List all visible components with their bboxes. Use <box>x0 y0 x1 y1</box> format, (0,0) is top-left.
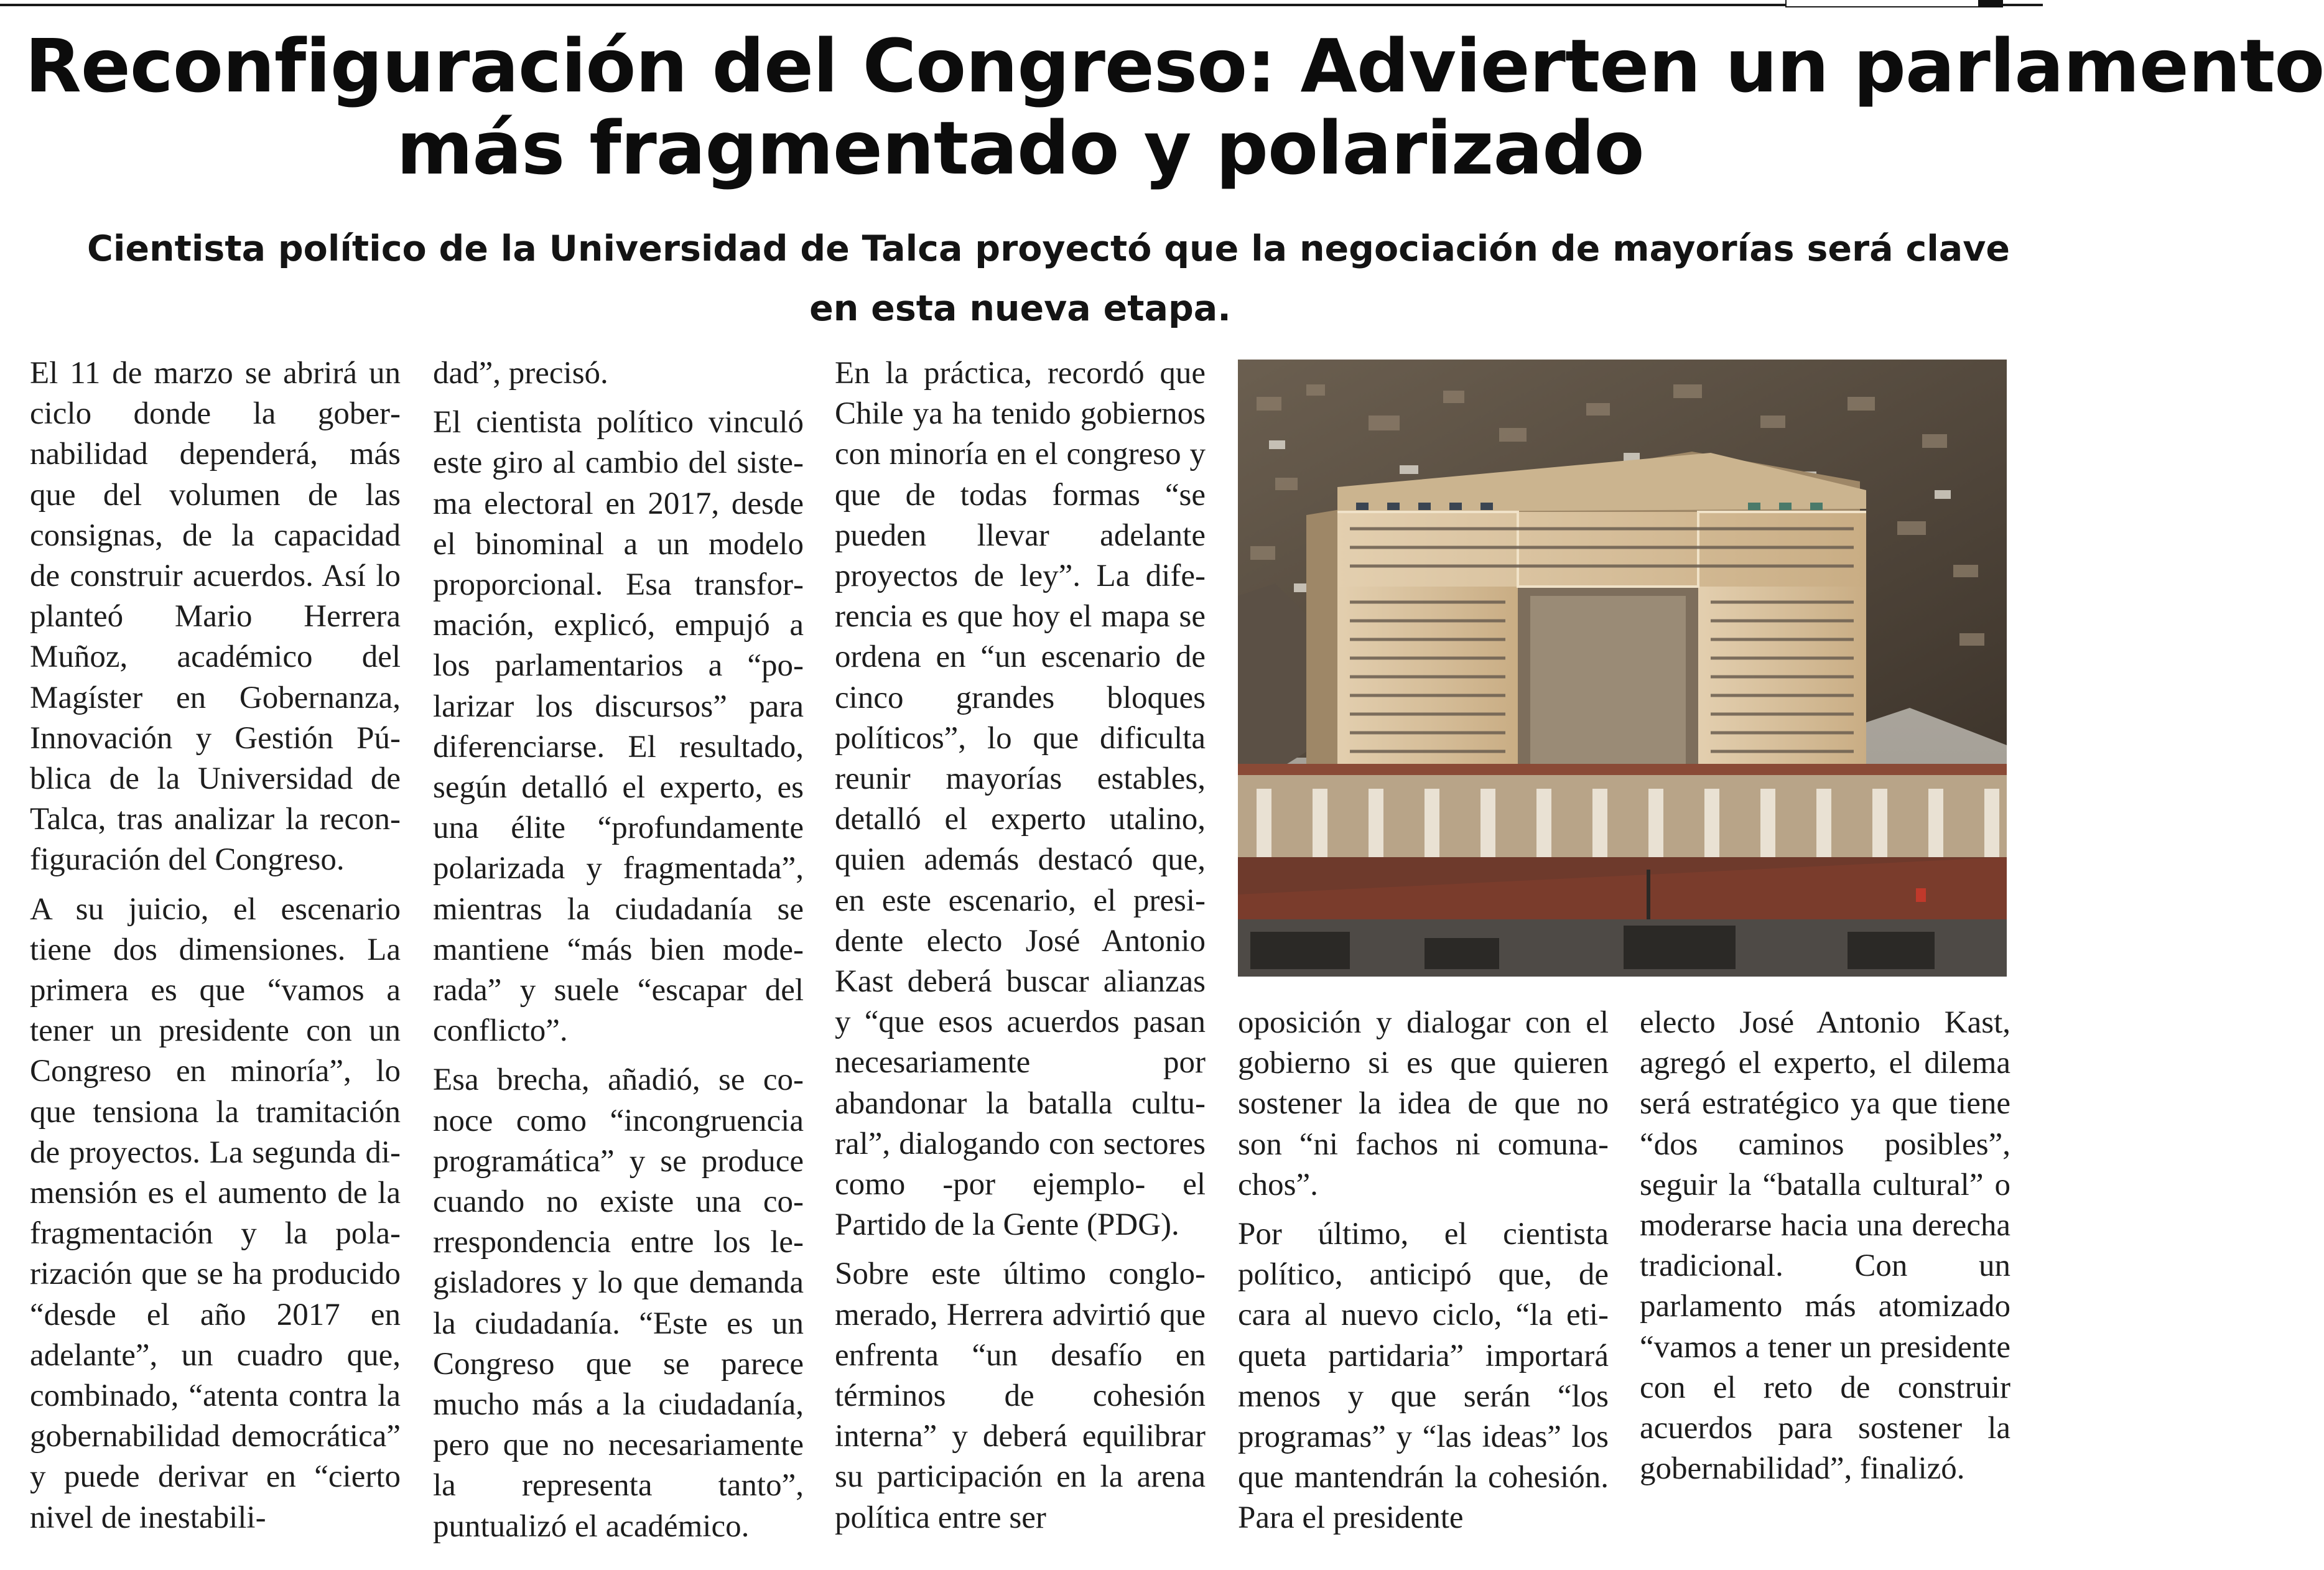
subheadline-line-1: Cientista político de la Universidad de Talca proyectó que la negociación de mayorías será clave <box>87 228 2010 269</box>
paragraph: El 11 de marzo se abrirá un ciclo donde la gobernabilidad dependerá, más que del volumen de las consignas, de la capacidad de construir acuerdos. Así lo planteó Mario Herrera Muñoz, académico del Magíster en Gobernanza, Innovación y Gestión Pública de la Universidad de Talca, tras analizar la reconfiguración del Congreso. <box>30 356 401 878</box>
paragraph: Sobre este último conglomerado, Herrera advirtió que enfrenta “un desafío en términos de cohesión interna” y deberá equilibrar su participación en la arena política entre ser <box>835 1256 1206 1535</box>
paragraph: dad”, precisó. <box>433 356 608 391</box>
headline <box>25 23 2324 191</box>
top-corner-mark <box>1978 0 2003 7</box>
congress-building-photo <box>1238 360 2007 977</box>
paragraph: A su juicio, el escenario tiene dos dimensiones. La primera es que “vamos a tener un presidente con un Congreso en minoría”, lo que tensiona la tramitación de proyectos. La segunda dimensión es el aumento de la fragmentación y la polarización que se ha producido “desde el año 2017 en adelante”, un cuadro que, combinado, “atenta contra la gobernabilidad democrática” y puede derivar en “cierto nivel de inestabili- <box>30 891 401 1535</box>
subheadline-line-2: en esta nueva etapa. <box>809 288 1231 329</box>
article-column-4 <box>1238 1003 1609 1539</box>
paragraph: Esa brecha, añadió, se conoce como “incongruencia programática” y se produce cuando no existe una correspondencia entre los legisladores y lo que demanda la ciudadanía. “Este es un Congreso que se parece mucho más a la ciudadanía, pero que no necesariamente la representa tanto”, puntualizó el académico. <box>433 1062 804 1544</box>
paragraph: Por último, el cientista político, anticipó que, de cara al nuevo ciclo, “la etiqueta partidaria” importará menos y que serán “los programas” y “las ideas” los que mantendrán la cohesión. Para el presidente <box>1238 1217 1609 1536</box>
article-column-5 <box>1640 1003 2010 1489</box>
headline-line-1: Reconfiguración del Congreso: Advierten un parlamento <box>25 23 2324 109</box>
paragraph: oposición y dialogar con el gobierno si es que quieren sostener la idea de que no son “ni fachos ni comunachos”. <box>1238 1005 1609 1202</box>
paragraph: El cientista político vinculó este giro al cambio del sistema electoral en 2017, desde el binominal a un modelo proporcional. Esa transformación, explicó, empujó a los parlamentarios a “polarizar los discursos” para diferenciarse. El resultado, según detalló el experto, es una élite “profundamente polarizada y fragmentada”, mientras la ciudadanía se mantiene “más bien moderada” y suele “escapar del conflicto”. <box>433 405 804 1049</box>
article-column-2 <box>433 353 804 1547</box>
paragraph: electo José Antonio Kast, agregó el experto, el dilema será estratégico ya que tiene “dos caminos posibles”, seguir la “batalla cultural” o moderarse hacia una derecha tradicional. Con un parlamento más atomizado “vamos a tener un presidente con el reto de construir acuerdos para sostener la gobernabilidad”, finalizó. <box>1640 1005 2010 1487</box>
article-column-3 <box>835 353 1206 1538</box>
paragraph: En la práctica, recordó que Chile ya ha tenido gobiernos con minoría en el congreso y que de todas formas “se pueden llevar adelante proyectos de ley”. La diferencia es que hoy el mapa se ordena en “un escenario de cinco grandes bloques políticos”, lo que dificulta reunir mayorías estables, detalló el experto utalino, quien además destacó que, en este escenario, el presidente electo José Antonio Kast deberá buscar alianzas y “que esos acuerdos pasan necesariamente por abandonar la batalla cultural”, dialogando con sectores como -por ejemplo- el Partido de la Gente (PDG). <box>835 356 1206 1243</box>
headline-line-2: más fragmentado y polarizado <box>396 105 1644 191</box>
top-rule <box>0 4 2043 6</box>
top-page-tab <box>1785 0 1993 7</box>
subheadline <box>87 219 2010 338</box>
article-column-1 <box>30 353 401 1538</box>
